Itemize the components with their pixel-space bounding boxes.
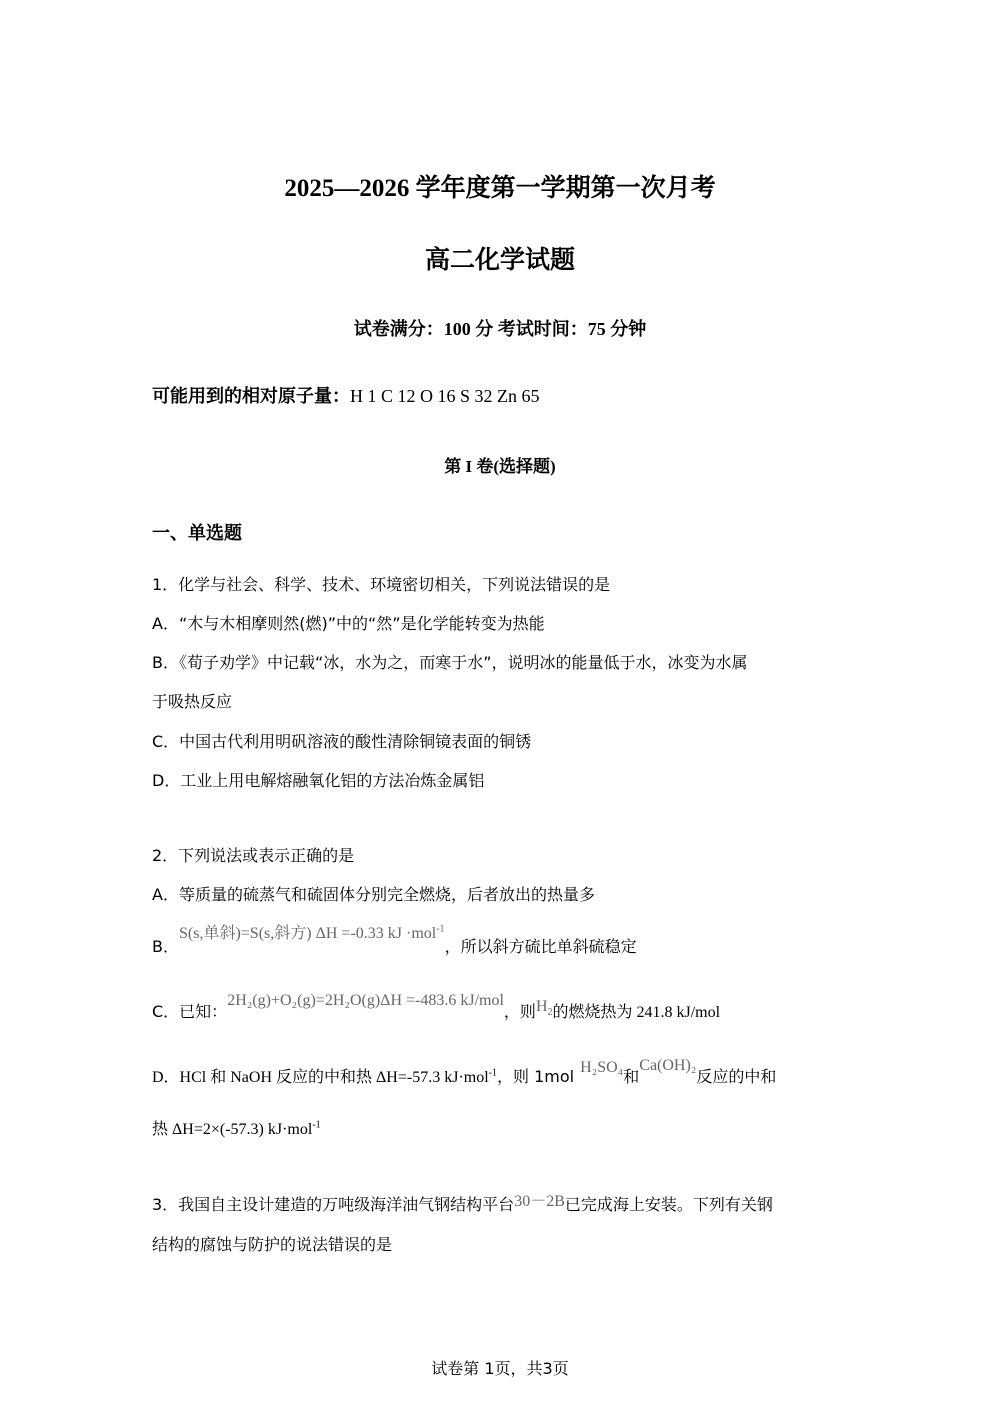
q2-option-d-text3: 反应的中和 <box>696 1067 777 1086</box>
q2-stem: 2．下列说法或表示正确的是 <box>152 846 355 865</box>
q2-option-d-formula1: H₂SO₄ <box>580 1059 624 1076</box>
q3-stem-line1: 3．我国自主设计建造的万吨级海洋油气钢结构平台30－2B已完成海上安装。下列有关钢 <box>152 1193 773 1214</box>
q2-option-d-text1: D．HCl 和 NaOH 反应的中和热 ΔH=-57.3 kJ·mol <box>152 1069 489 1086</box>
q1-stem: 1．化学与社会、科学、技术、环境密切相关，下列说法错误的是 <box>152 575 611 594</box>
exam-subtitle: 高二化学试题 <box>424 245 575 274</box>
q3-platform-code: 30－2B <box>514 1193 565 1210</box>
q2-option-d-and: 和 <box>623 1067 640 1086</box>
q1-option-a: A．“木与木相摩则然(燃)”中的“然”是化学能转变为热能 <box>152 614 545 633</box>
page-footer: 试卷第 1页，共3页 <box>431 1359 569 1378</box>
exam-info: 试卷满分：100 分 考试时间：75 分钟 <box>353 319 647 339</box>
q2-option-b <box>152 923 637 957</box>
q2-option-c-mid: ，则 <box>503 1002 536 1021</box>
atomic-mass-label: 可能用到的相对原子量： <box>152 386 350 407</box>
q2-option-c-formula: 2H₂(g)+O₂(g)=2H₂O(g)ΔH =-483.6 kJ/mol <box>227 992 504 1009</box>
q2-option-c-h2: $H_2$ <box>535 998 553 1019</box>
q1-option-d: D．工业上用电解熔融氧化铝的方法冶炼金属铝 <box>152 771 485 790</box>
exam-title: 2025—2026 学年度第一学期第一次月考 <box>284 175 716 202</box>
q2-option-d-line1: D．HCl 和 NaOH 反应的中和热 ΔH=-57.3 kJ·mol$^{-1}$，则 1mol H₂SO₄和Ca(OH)₂反应的中和 <box>152 1057 777 1086</box>
atomic-mass-values: H 1 C 12 O 16 S 32 Zn 65 <box>350 386 540 406</box>
q2-option-b-formula: S(s,单斜)=S(s,斜方) ΔH =-0.33 kJ ·mol$^{-1}$ <box>178 923 445 942</box>
q3-stem-line2: 结构的腐蚀与防护的说法错误的是 <box>152 1235 393 1254</box>
q2-option-d-formula2: Ca(OH)₂ <box>639 1057 697 1074</box>
q2-option-c <box>152 992 721 1024</box>
section-title: 第 I 卷(选择题) <box>444 457 556 476</box>
q2-option-d-line2: 热 ΔH=2×(-57.3) kJ·mol$^{-1}$ <box>152 1119 321 1138</box>
q1-option-b-line1: B．《荀子劝学》中记载“冰，水为之，而寒于水”，说明冰的能量低于水，冰变为水属 <box>152 653 748 672</box>
q2-option-c-label: C．已知： <box>152 1002 228 1021</box>
atomic-mass-line <box>152 382 540 408</box>
q2-option-c-text: 的燃烧热为 241.8 kJ/mol <box>552 1004 721 1021</box>
q2-option-b-text: ，所以斜方硫比单斜硫稳定 <box>444 937 637 956</box>
q2-option-b-label: B． <box>152 937 179 956</box>
q2-option-d-text2: ，则 1mol <box>496 1067 575 1086</box>
q1-option-b-line2: 于吸热反应 <box>152 692 233 711</box>
q1-option-c: C．中国古代利用明矾溶液的酸性清除铜镜表面的铜锈 <box>152 732 532 751</box>
section-heading: 一、单选题 <box>152 523 242 544</box>
q2-option-a: A．等质量的硫蒸气和硫固体分别完全燃烧，后者放出的热量多 <box>152 885 595 904</box>
